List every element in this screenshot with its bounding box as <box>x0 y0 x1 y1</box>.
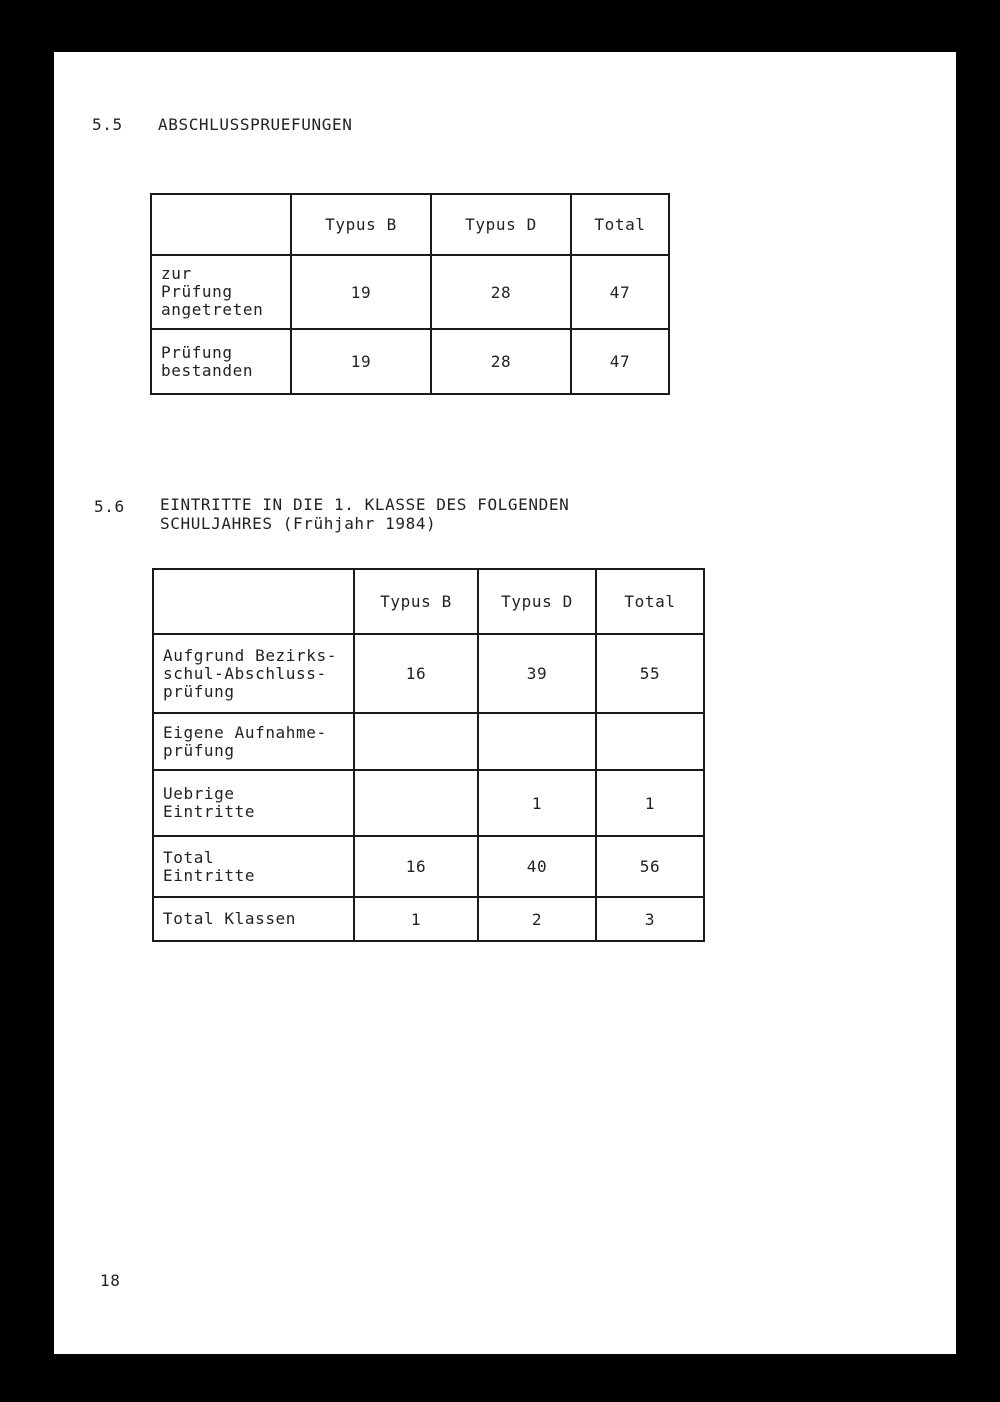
row-label: Total Klassen <box>153 897 354 941</box>
table-header-row <box>153 569 704 634</box>
cell-typus-b: 16 <box>354 634 478 713</box>
cell-total: 3 <box>596 897 704 941</box>
cell-typus-b <box>354 713 478 770</box>
cell-typus-d: 28 <box>431 255 571 329</box>
header-empty <box>153 569 354 634</box>
table-row <box>153 897 704 941</box>
header-empty <box>151 194 291 255</box>
cell-typus-d: 1 <box>478 770 596 836</box>
table-row <box>153 770 704 836</box>
cell-typus-b: 1 <box>354 897 478 941</box>
section-title-line-1: EINTRITTE IN DIE 1. KLASSE DES FOLGENDEN <box>160 495 570 514</box>
header-typus-b: Typus B <box>291 194 431 255</box>
cell-typus-d: 39 <box>478 634 596 713</box>
cell-typus-b <box>354 770 478 836</box>
row-label: Total Eintritte <box>153 836 354 897</box>
cell-typus-d: 40 <box>478 836 596 897</box>
cell-total: 56 <box>596 836 704 897</box>
section-number: 5.5 <box>92 115 123 134</box>
row-label: Aufgrund Bezirks- schul-Abschluss- prüfung <box>153 634 354 713</box>
page-number: 18 <box>100 1271 121 1290</box>
admissions-table <box>152 568 705 942</box>
table-header-row <box>151 194 669 255</box>
cell-total <box>596 713 704 770</box>
cell-typus-d <box>478 713 596 770</box>
cell-typus-d: 2 <box>478 897 596 941</box>
row-label: Eigene Aufnahme- prüfung <box>153 713 354 770</box>
document-page <box>54 52 956 1354</box>
cell-total: 1 <box>596 770 704 836</box>
cell-total: 47 <box>571 255 669 329</box>
section-title: ABSCHLUSSPRUEFUNGEN <box>158 115 353 134</box>
header-total: Total <box>596 569 704 634</box>
cell-total: 55 <box>596 634 704 713</box>
header-total: Total <box>571 194 669 255</box>
section-number: 5.6 <box>94 497 125 516</box>
header-typus-b: Typus B <box>354 569 478 634</box>
header-typus-d: Typus D <box>478 569 596 634</box>
table-row <box>151 255 669 329</box>
cell-typus-b: 16 <box>354 836 478 897</box>
cell-typus-d: 28 <box>431 329 571 394</box>
table-row <box>153 634 704 713</box>
table-row <box>153 836 704 897</box>
table-row <box>151 329 669 394</box>
row-label: Prüfung bestanden <box>151 329 291 394</box>
cell-total: 47 <box>571 329 669 394</box>
section-title-line-2: SCHULJAHRES (Frühjahr 1984) <box>160 514 437 533</box>
row-label: Uebrige Eintritte <box>153 770 354 836</box>
exam-results-table <box>150 193 670 395</box>
header-typus-d: Typus D <box>431 194 571 255</box>
cell-typus-b: 19 <box>291 255 431 329</box>
row-label: zur Prüfung angetreten <box>151 255 291 329</box>
table-row <box>153 713 704 770</box>
cell-typus-b: 19 <box>291 329 431 394</box>
